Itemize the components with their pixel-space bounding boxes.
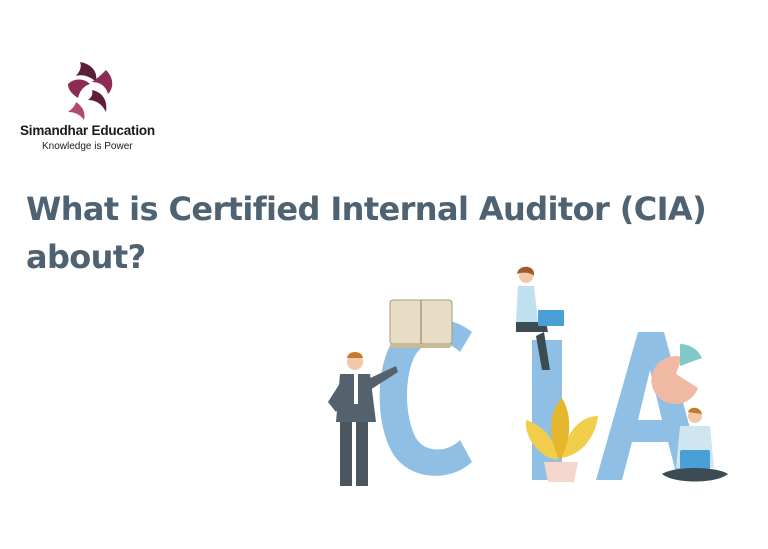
- book-icon: [390, 300, 452, 348]
- cia-illustration: [300, 262, 740, 512]
- simandhar-logo-icon: [62, 60, 126, 122]
- brand-tagline: Knowledge is Power: [42, 141, 133, 152]
- brand-name: Simandhar Education: [20, 123, 155, 138]
- page-title: What is Certified Internal Auditor (CIA) about?: [26, 190, 707, 276]
